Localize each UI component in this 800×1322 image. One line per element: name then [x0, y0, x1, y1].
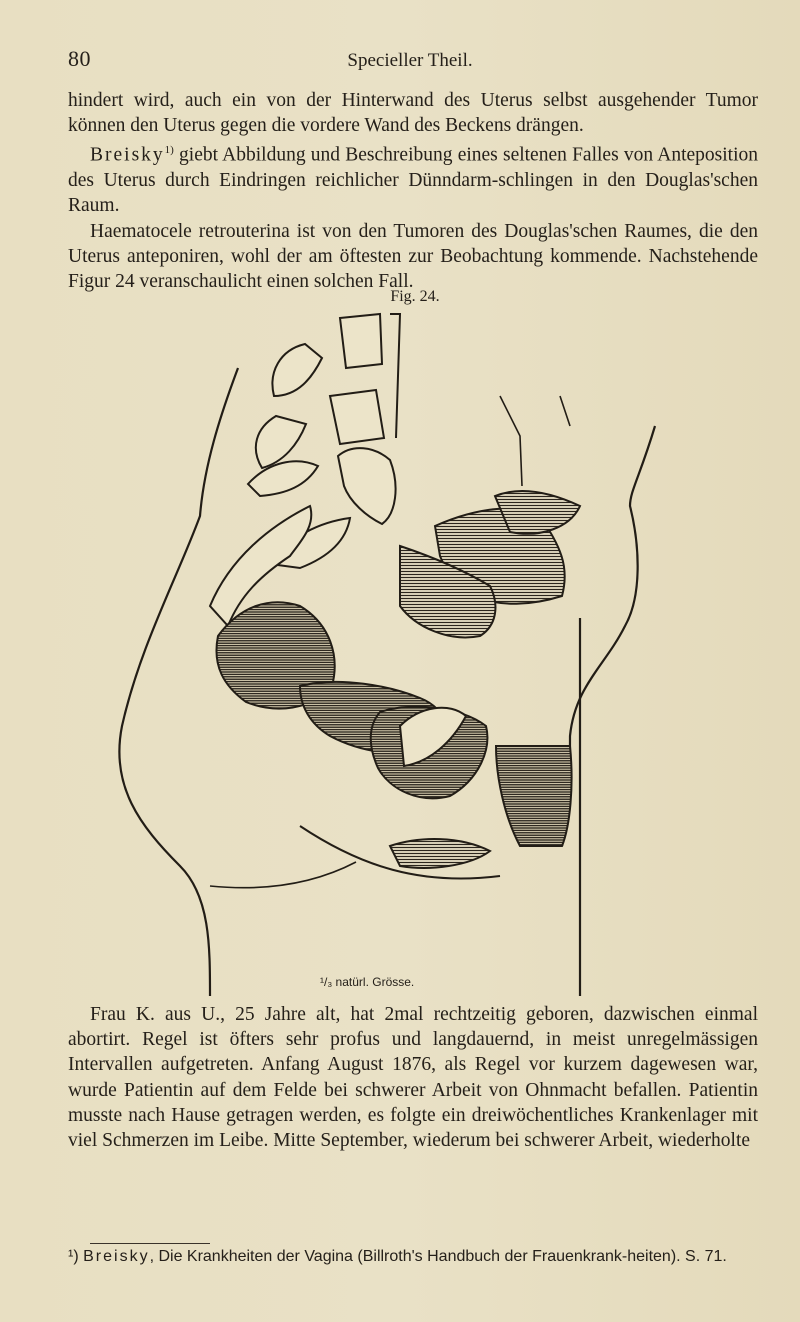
spine-vertebrae — [248, 314, 400, 524]
footnote-rule — [90, 1243, 210, 1244]
body-text-top — [68, 88, 758, 294]
paragraph-1: hindert wird, auch ein von der Hinterwand des Uterus selbst ausgehender Tumor können den Uterus gegen die vordere Wand des Beckens drängen. — [68, 90, 758, 137]
paragraph-3: Haematocele retrouterina ist von den Tumoren des Douglas'schen Raumes, die den Uterus anteponiren, wohl der am öftesten zur Beobachtung kommende. Nachstehende Figur 24 veranschaulicht einen solchen Fall. — [68, 220, 758, 292]
footnote-author: Breisky — [83, 1248, 150, 1265]
paragraph-4: Frau K. aus U., 25 Jahre alt, hat 2mal rechtzeitig geboren, dazwischen einmal abortirt. Regel ist öfters sehr profus und langdauernd, in meist unregelmässigen Intervallen aufgetreten. Anfang August 1876, als Regel vor kurzem dagewesen war, wurde Patientin auf dem Felde bei schwerer Arbeit von Ohnmacht befallen. Patientin musste nach Hause getragen werden, es folgte ein dreiwöchentliches Krankenlager mit viel Schmerzen im Leibe. Mitte September, wiederum bei schwerer Arbeit, wiederholte — [68, 1004, 758, 1152]
anatomical-figure — [100, 306, 660, 996]
body-text-bottom — [68, 1002, 758, 1153]
footnote — [68, 1246, 758, 1267]
paragraph-2-text: giebt Abbildung und Beschreibung eines seltenen Falles von Anteposition des Uterus durch Eindringen reichlicher Dünndarm-schlingen in den Douglas'schen Raum. — [68, 144, 758, 217]
pelvic-organs — [210, 491, 580, 888]
page-number: 80 — [68, 46, 91, 71]
footnote-marker: ¹) — [68, 1248, 79, 1265]
footnote-text: , Die Krankheiten der Vagina (Billroth's Handbuch der Frauenkrank-heiten). S. 71. — [149, 1248, 727, 1265]
running-head: Specieller Theil. — [347, 50, 473, 71]
figure-caption: ¹/₃ natürl. Grösse. — [320, 975, 415, 989]
footnote-ref: 1) — [164, 144, 174, 157]
paragraph-2 — [68, 138, 758, 218]
figure-label: Fig. 24. — [390, 288, 440, 305]
author-name: Breisky — [90, 144, 165, 166]
